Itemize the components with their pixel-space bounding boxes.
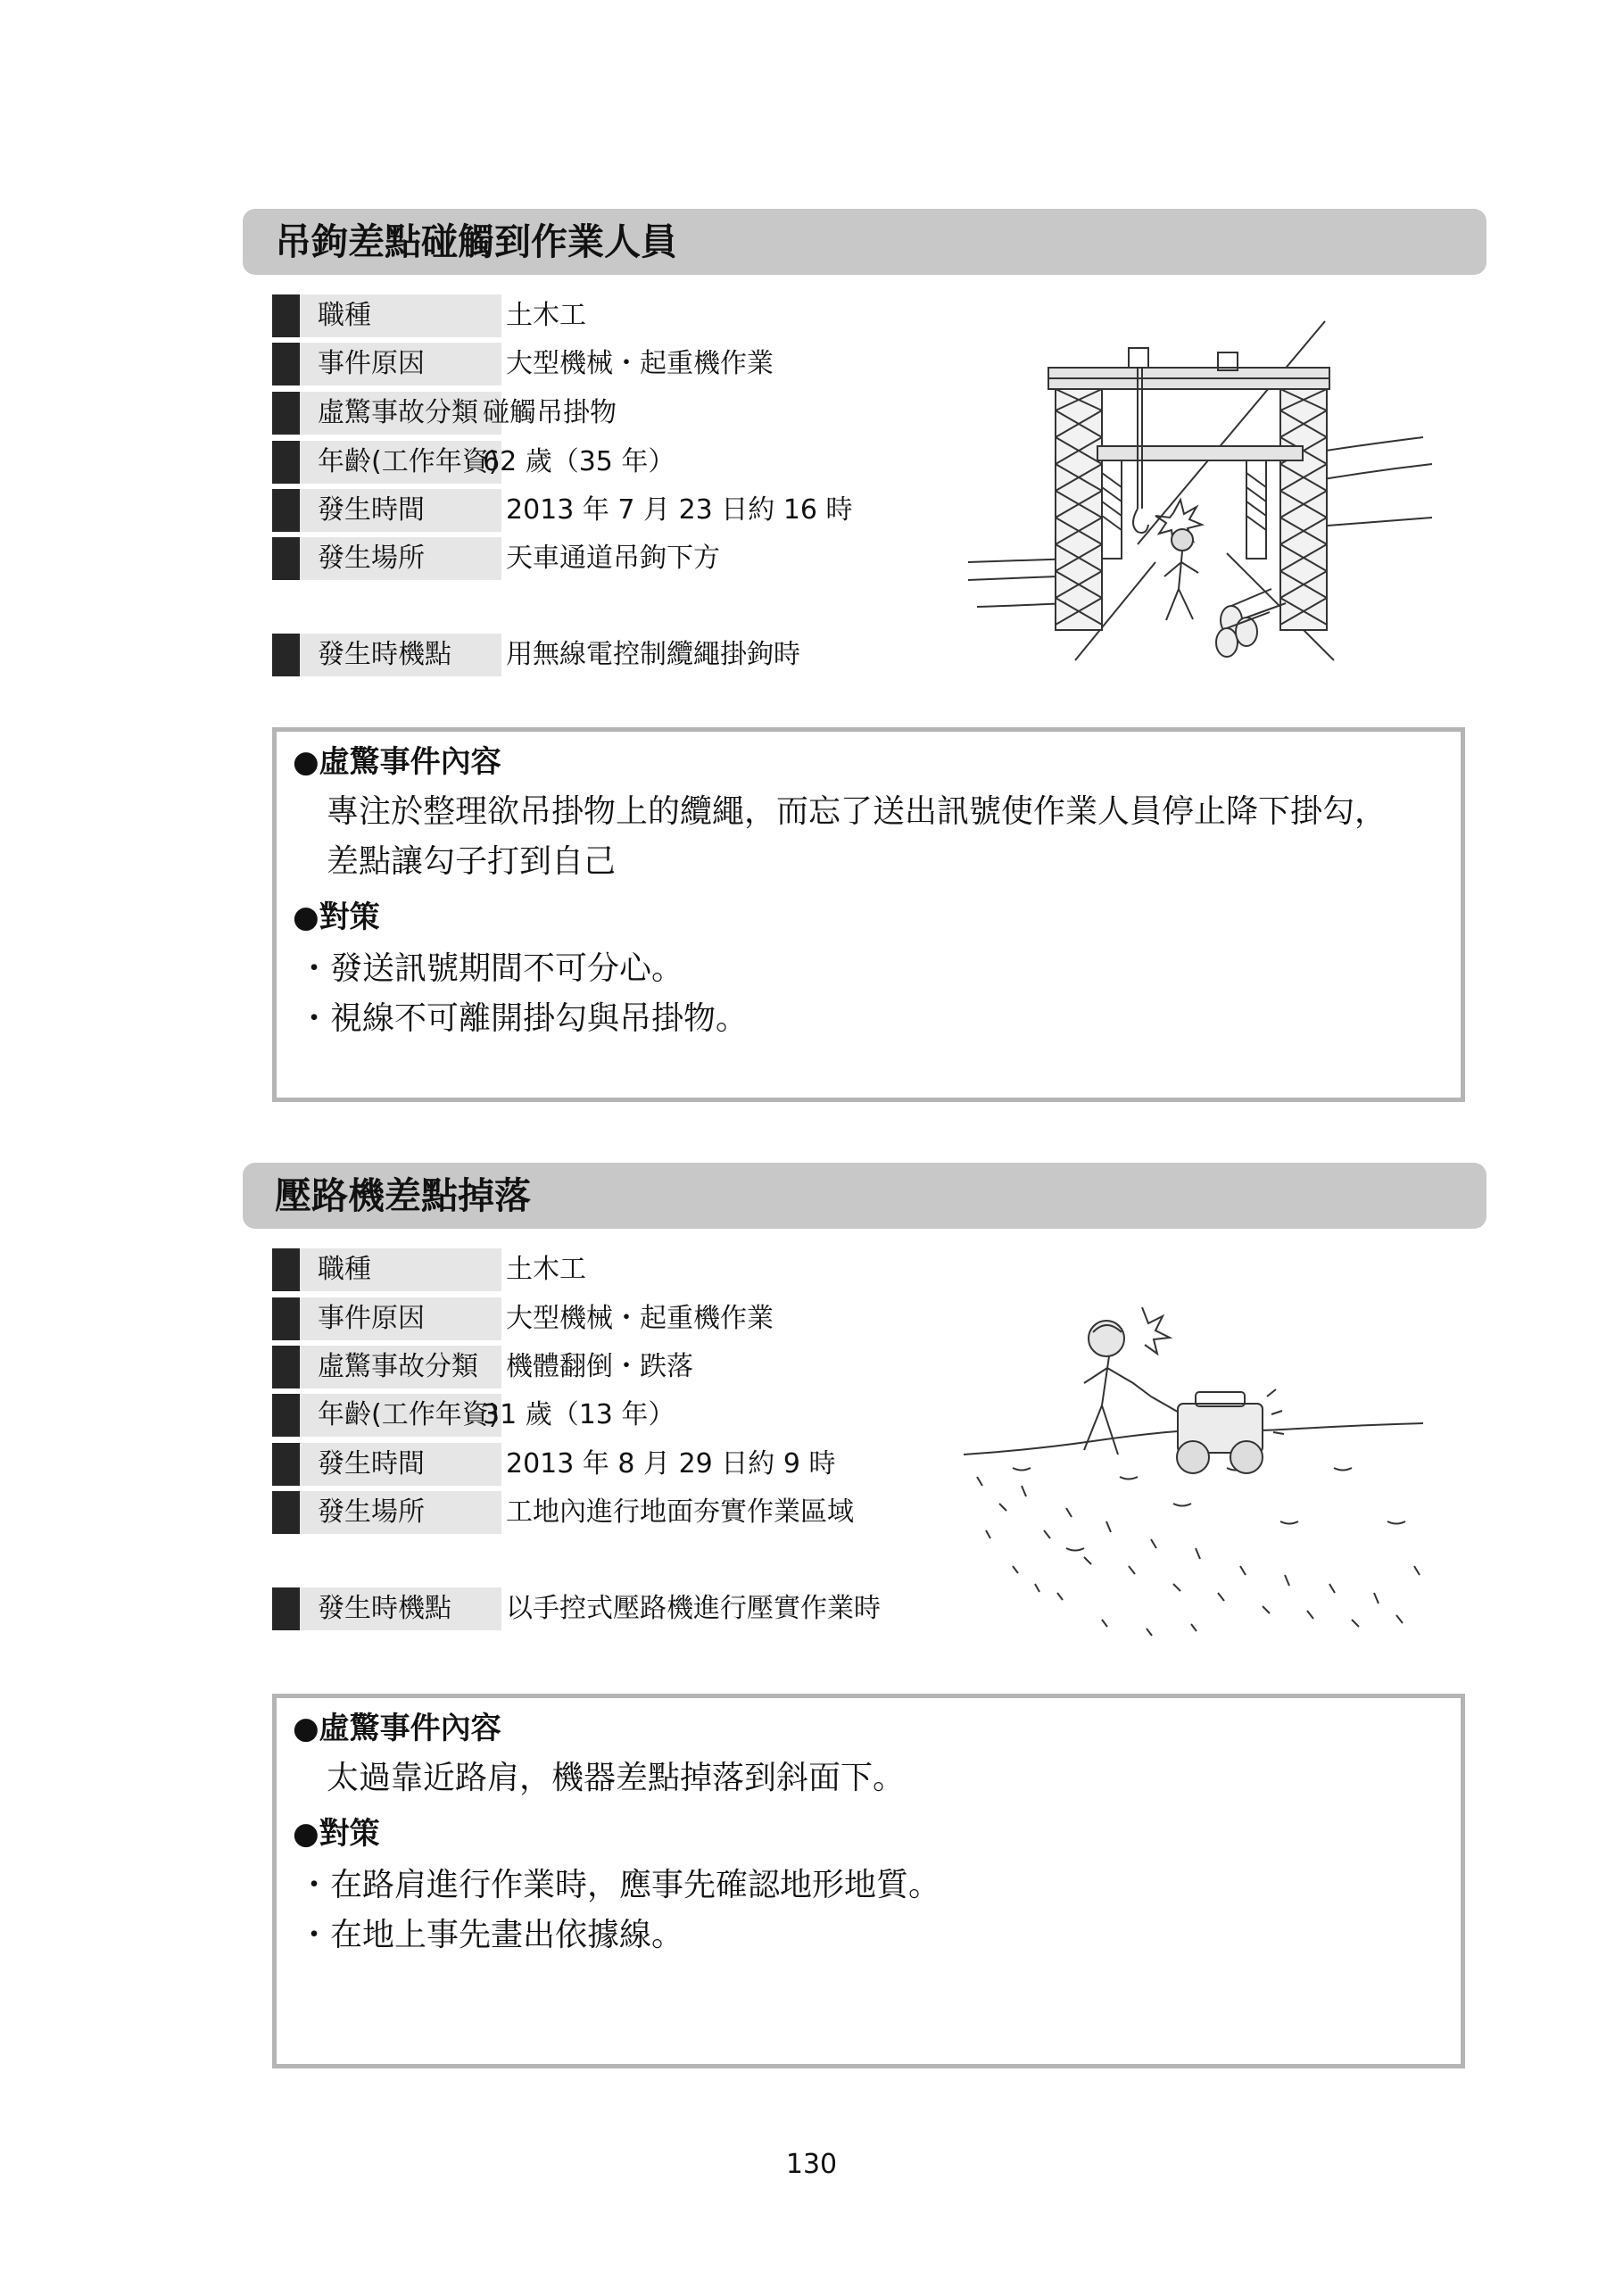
row-marker <box>272 1491 300 1534</box>
page-number: 130 <box>785 2149 838 2180</box>
measure-item: ・發送訊號期間不可分心。 <box>298 950 684 987</box>
row-value: 以手控式壓路機進行壓實作業時 <box>506 1593 881 1624</box>
row-label: 發生時機點 <box>300 634 501 676</box>
row-label: 事件原因 <box>300 343 501 385</box>
row-label: 年齡(工作年資) <box>300 1394 501 1437</box>
row-marker <box>272 343 300 385</box>
row-marker <box>272 1297 300 1340</box>
roller-slope-illustration <box>959 1298 1459 1655</box>
row-value: 天車通道吊鉤下方 <box>506 543 720 574</box>
row-value: 62 歲（35 年） <box>483 446 675 477</box>
content-line: 太過靠近路肩，機器差點掉落到斜面下。 <box>327 1760 906 1796</box>
row-value: 土木工 <box>506 1254 586 1285</box>
row-value: 大型機械・起重機作業 <box>506 348 774 379</box>
row-label: 發生場所 <box>300 1491 501 1534</box>
row-marker <box>272 1346 300 1388</box>
content-heading: ●虛驚事件內容 <box>293 744 501 780</box>
row-label: 發生時機點 <box>300 1587 501 1630</box>
row-value: 大型機械・起重機作業 <box>506 1303 774 1334</box>
measure-item: ・在路肩進行作業時，應事先確認地形地質。 <box>298 1867 941 1903</box>
row-marker <box>272 537 300 580</box>
row-value: 機體翻倒・跌落 <box>506 1351 693 1382</box>
row-label: 虛驚事故分類 <box>300 392 501 435</box>
row-value: 用無線電控制纜繩掛鉤時 <box>506 639 800 670</box>
measures-heading: ●對策 <box>293 1816 380 1852</box>
row-value: 2013 年 8 月 29 日約 9 時 <box>506 1448 836 1480</box>
row-label: 職種 <box>300 294 501 337</box>
row-marker <box>272 392 300 435</box>
row-label: 年齡(工作年資) <box>300 441 501 484</box>
row-marker <box>272 634 300 676</box>
row-label: 職種 <box>300 1248 501 1291</box>
row-marker <box>272 441 300 484</box>
measures-heading: ●對策 <box>293 899 380 935</box>
row-marker <box>272 489 300 532</box>
case-2-detail-box <box>272 1694 1465 2068</box>
row-value: 2013 年 7 月 23 日約 16 時 <box>506 494 853 526</box>
case-1-detail-box <box>272 727 1465 1102</box>
case-2-title: 壓路機差點掉落 <box>243 1163 1486 1229</box>
row-label: 發生時間 <box>300 1443 501 1486</box>
content-heading: ●虛驚事件內容 <box>293 1711 501 1746</box>
crane-hook-illustration <box>959 312 1459 678</box>
case-1-title: 吊鉤差點碰觸到作業人員 <box>243 209 1486 275</box>
row-marker <box>272 1394 300 1437</box>
row-marker <box>272 294 300 337</box>
row-label: 事件原因 <box>300 1297 501 1340</box>
row-marker <box>272 1248 300 1291</box>
row-marker <box>272 1587 300 1630</box>
measure-item: ・視線不可離開掛勾與吊掛物。 <box>298 1000 749 1037</box>
content-line: 差點讓勾子打到自己 <box>327 843 617 880</box>
measure-item: ・在地上事先畫出依據線。 <box>298 1917 684 1953</box>
row-label: 虛驚事故分類 <box>300 1346 501 1388</box>
row-value: 工地內進行地面夯實作業區域 <box>506 1496 854 1528</box>
row-label: 發生時間 <box>300 489 501 532</box>
content-line: 專注於整理欲吊掛物上的纜繩，而忘了送出訊號使作業人員停止降下掛勾， <box>327 793 1387 830</box>
row-marker <box>272 1443 300 1486</box>
row-value: 31 歲（13 年） <box>483 1399 675 1430</box>
row-value: 碰觸吊掛物 <box>483 397 617 428</box>
row-label: 發生場所 <box>300 537 501 580</box>
row-value: 土木工 <box>506 300 586 331</box>
